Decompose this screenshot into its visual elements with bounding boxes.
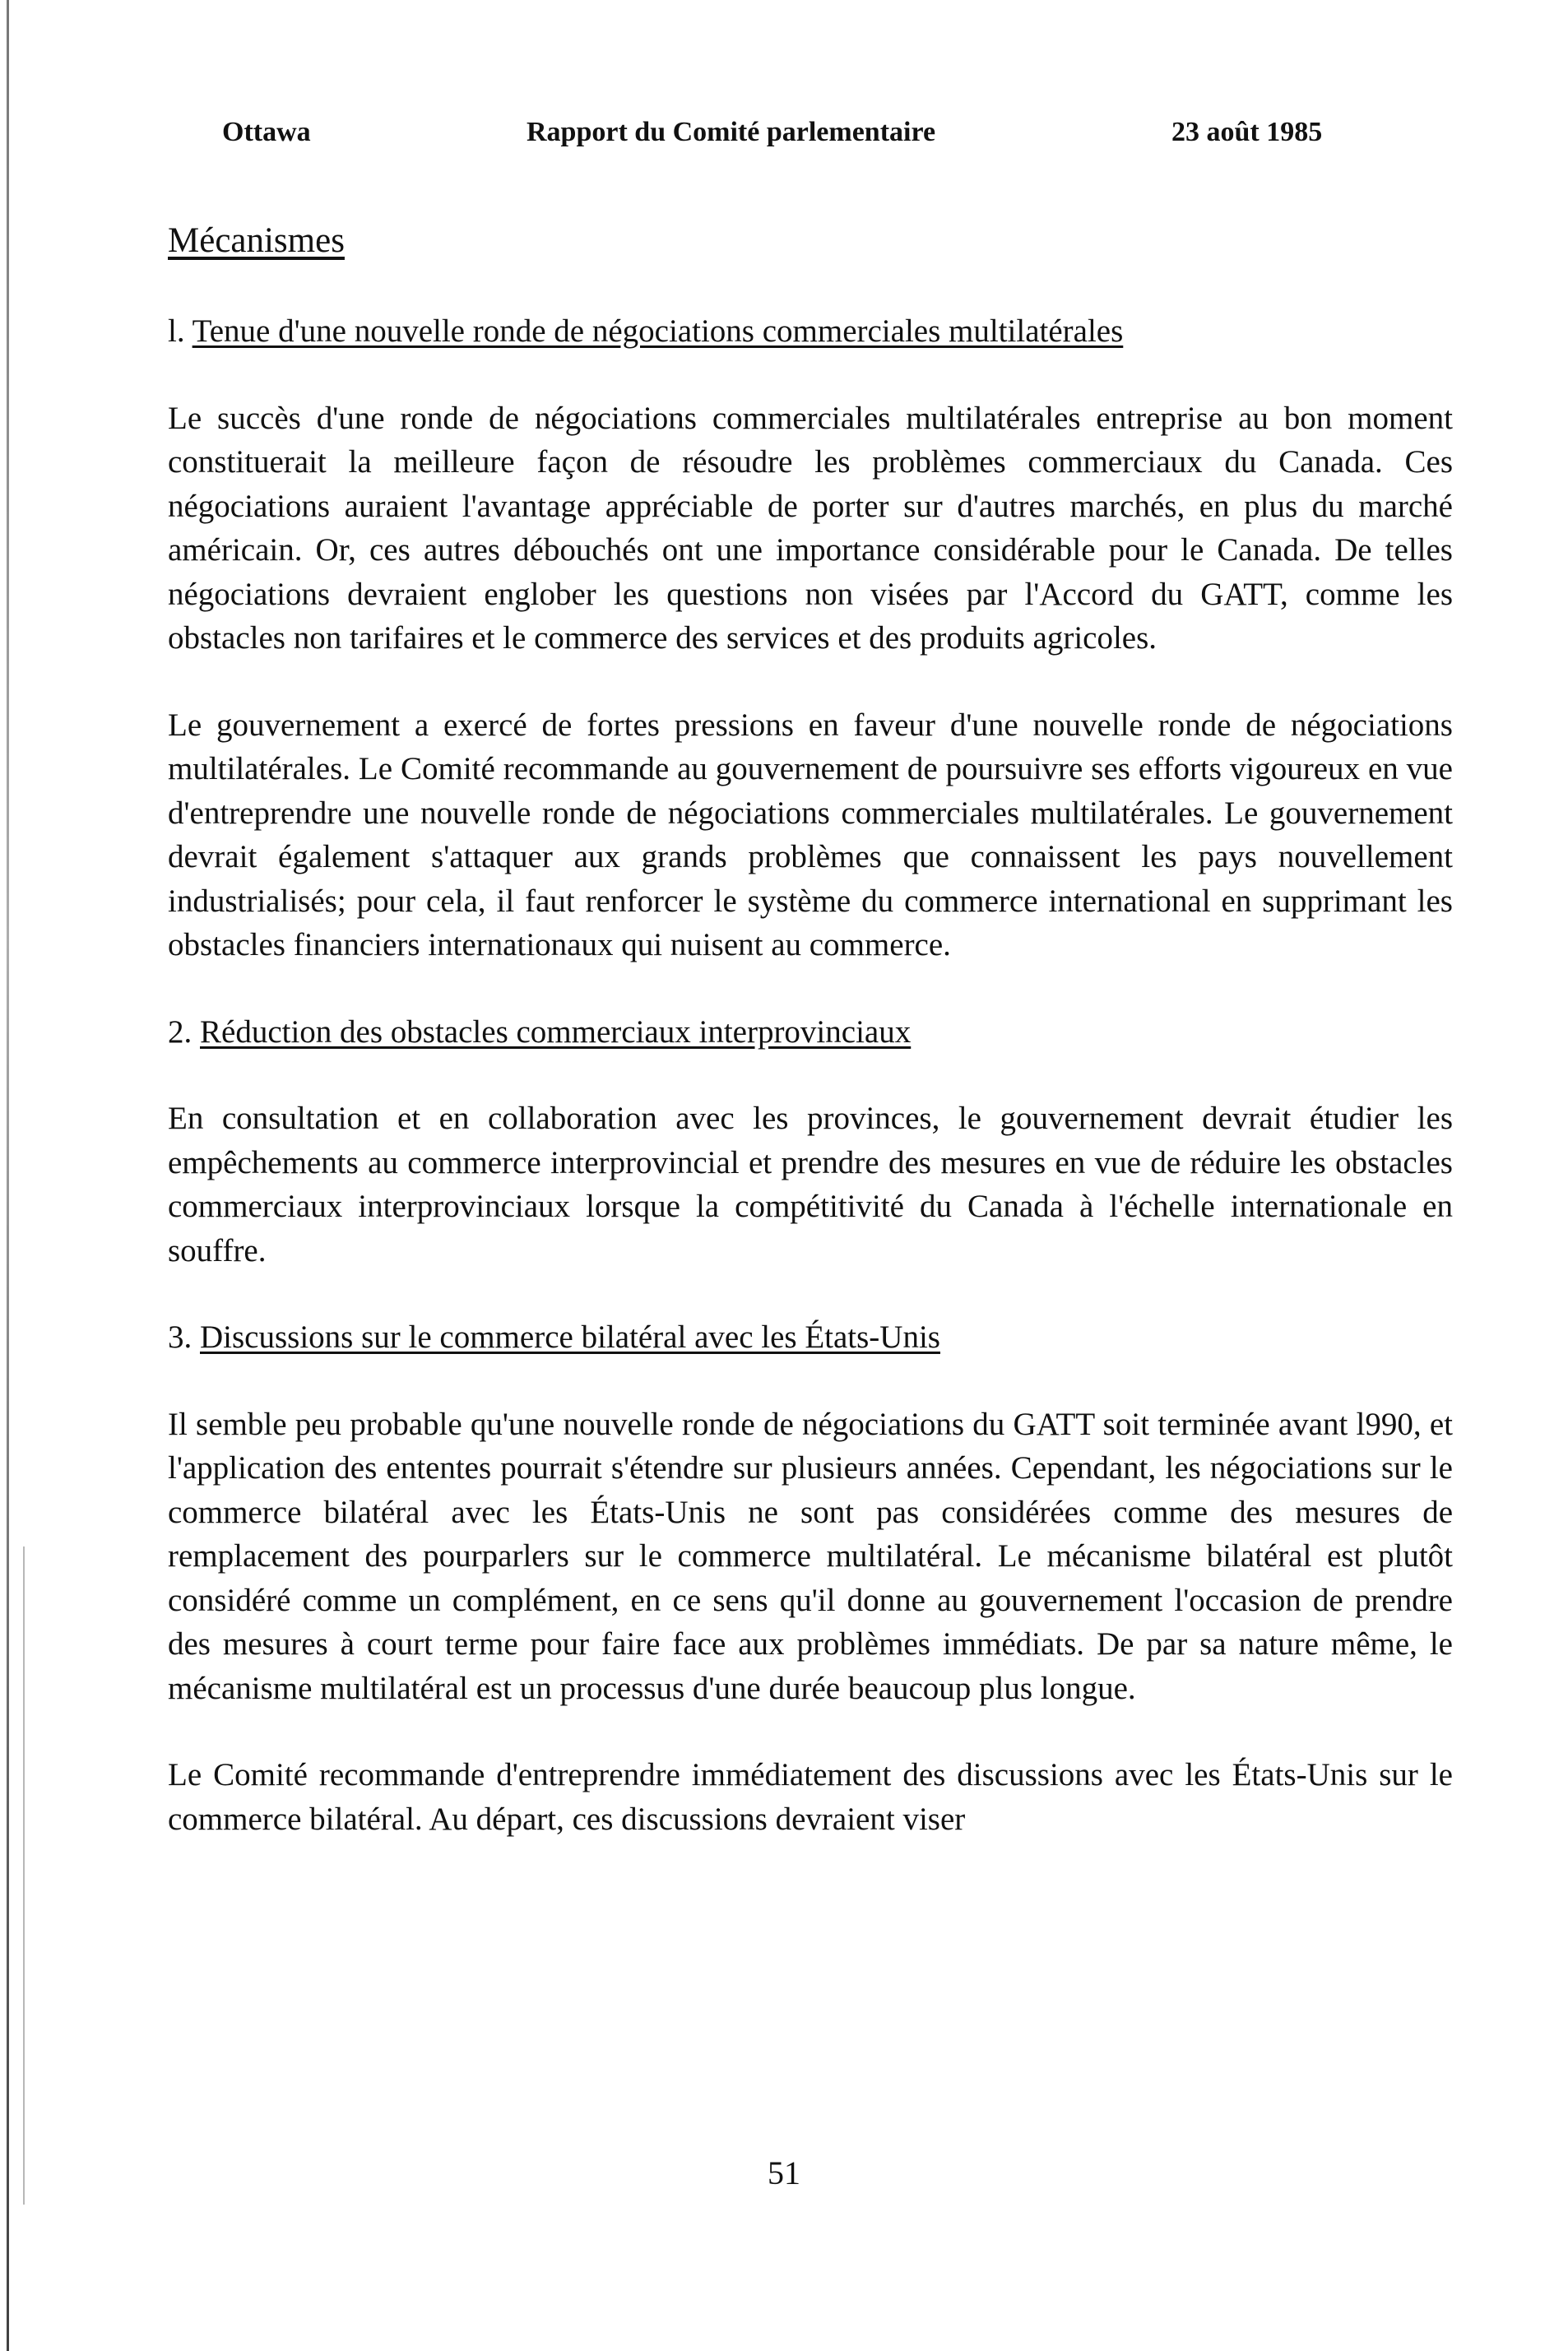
item-number: l. — [168, 313, 185, 349]
section-title: Mécanismes — [168, 221, 345, 260]
paragraph: Le gouvernement a exercé de fortes pressions en faveur d'une nouvelle ronde de négociations multilatérales. Le Comité recommande au gouvernement de poursuivre ses efforts vigoureux en vue d'entreprendre une nouvelle ronde de négociations commerciales multilatérales. Le gouvernement devrait également s'attaquer aux grands problèmes que connaissent les pays nouvellement industrialisés; pour cela, il faut renforcer le système du commerce international en supprimant les obstacles financiers internationaux qui nuisent au commerce. — [168, 707, 1453, 962]
header-date: 23 août 1985 — [1171, 117, 1323, 147]
document-body — [168, 216, 1453, 1884]
scan-edge-line-lower — [23, 1546, 25, 2205]
header-city: Ottawa — [222, 117, 311, 147]
page-header — [0, 117, 1568, 158]
paragraph: Le succès d'une ronde de négociations commerciales multilatérales entreprise au bon moment constituerait la meilleure façon de résoudre les problèmes commerciaux du Canada. Ces négociations auraient l'avantage appréciable de porter sur d'autres marchés, en plus du marché américain. Or, ces autres débouchés ont une importance considérable pour le Canada. De telles négociations devraient englober les questions non visées par l'Accord du GATT, comme les obstacles non tarifaires et le commerce des services et des produits agricoles. — [168, 400, 1453, 656]
item-title: Discussions sur le commerce bilatéral avec les États-Unis — [200, 1319, 940, 1355]
item-title: Tenue d'une nouvelle ronde de négociations commerciales multilatérales — [192, 313, 1124, 349]
page-number: 51 — [768, 2154, 800, 2191]
paragraph: En consultation et en collaboration avec les provinces, le gouvernement devrait étudier les empêchements au commerce interprovincial et prendre des mesures en vue de réduire les obstacles commerciaux interprovinciaux lorsque la compétitivité du Canada à l'échelle internationale en souffre. — [168, 1101, 1453, 1268]
paragraph: Il semble peu probable qu'une nouvelle ronde de négociations du GATT soit terminée avant l990, et l'application des ententes pourrait s'étendre sur plusieurs années. Cependant, les négociations sur le commerce bilatéral avec les États-Unis ne sont pas considérées comme des mesures de remplacement des pourparlers sur le commerce multilatéral. Le mécanisme bilatéral est plutôt considéré comme un complément, en ce sens qu'il donne au gouvernement l'occasion de prendre des mesures à court terme pour faire face aux problèmes immédiats. De par sa nature même, le mécanisme multilatéral est un processus d'une durée beaucoup plus longue. — [168, 1406, 1453, 1706]
item-number: 2. — [168, 1013, 193, 1050]
item-heading-1 — [168, 309, 1453, 354]
item-heading-3 — [168, 1315, 1453, 1360]
header-report-title: Rapport du Comité parlementaire — [527, 117, 936, 147]
item-title: Réduction des obstacles commerciaux interprovinciaux — [200, 1013, 912, 1050]
item-number: 3. — [168, 1319, 193, 1355]
scan-edge-line — [7, 0, 9, 2351]
paragraph: Le Comité recommande d'entreprendre immédiatement des discussions avec les États-Unis sur le commerce bilatéral. Au départ, ces discussions devraient viser — [168, 1757, 1453, 1837]
item-heading-2 — [168, 1010, 1453, 1055]
